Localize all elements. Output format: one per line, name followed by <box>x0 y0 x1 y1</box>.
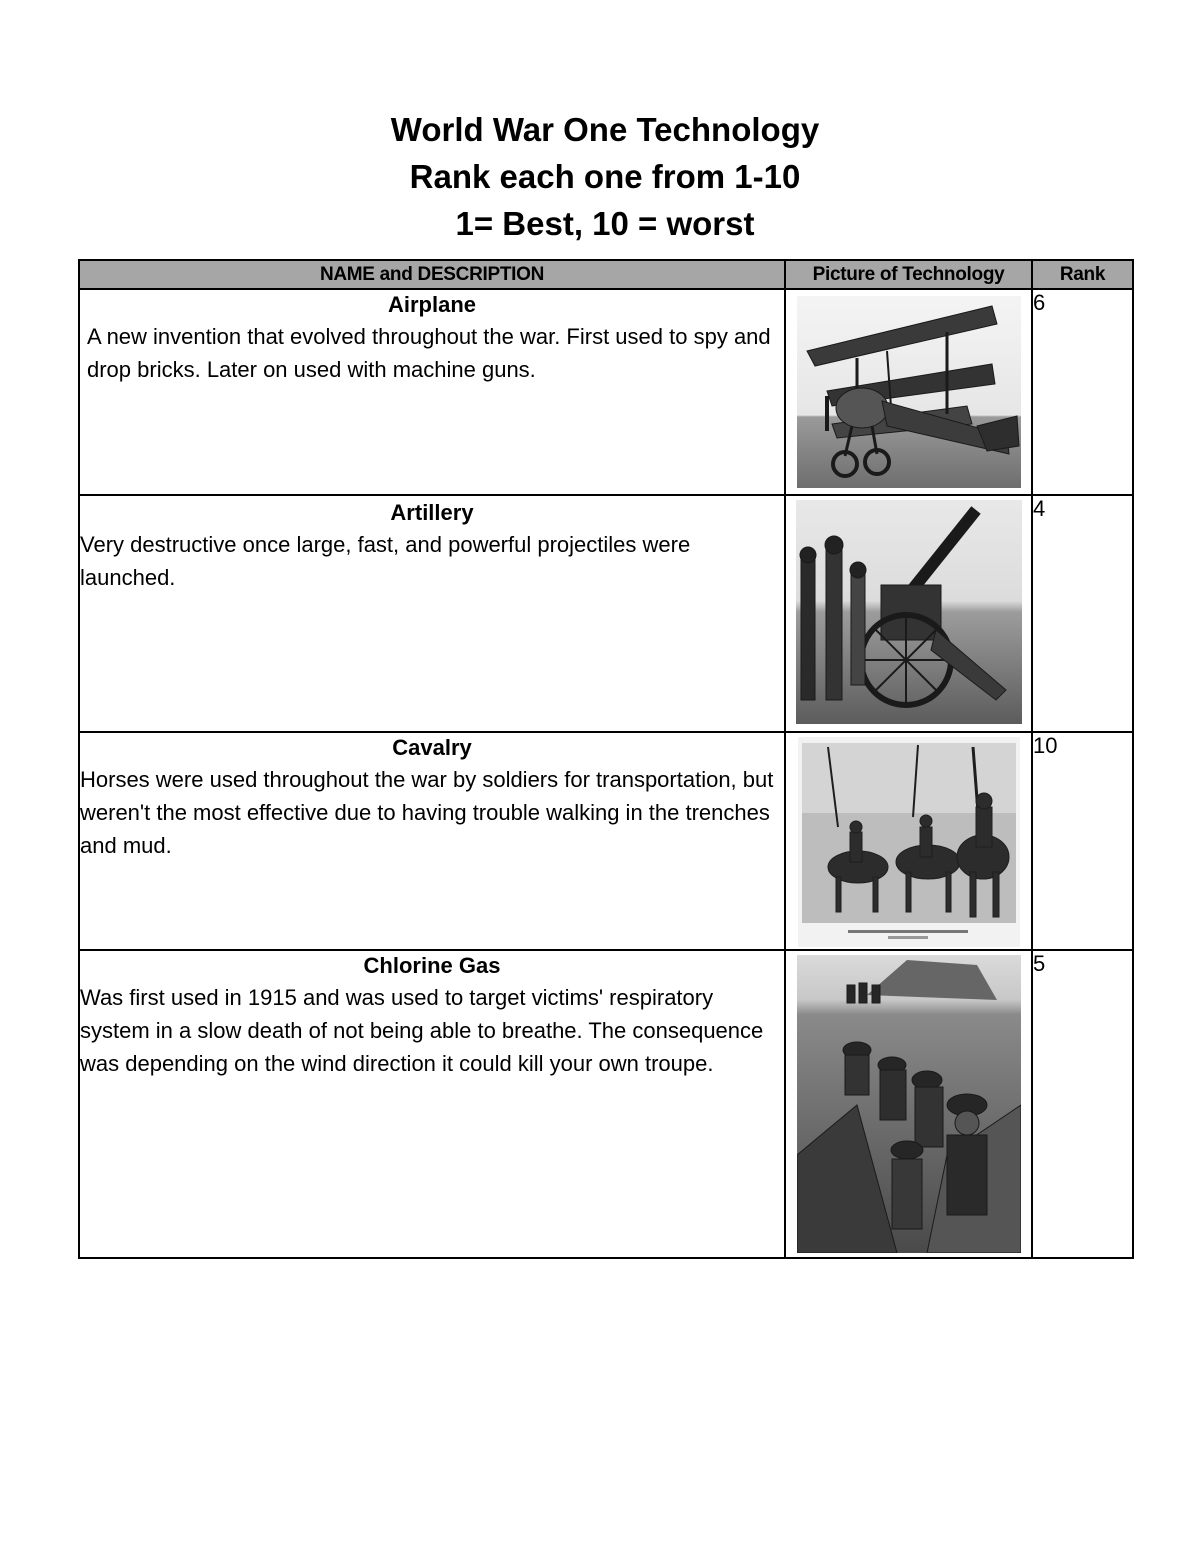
title-line-3: 1= Best, 10 = worst <box>455 205 755 242</box>
tech-name: Airplane <box>387 292 477 317</box>
table-row <box>79 732 1133 950</box>
picture-cell <box>785 289 1032 495</box>
tech-description: Very destructive once large, fast, and powerful projectiles were launched. <box>80 532 691 590</box>
tech-description: A new invention that evolved throughout the war. First used to spy and drop bricks. Later on used with machine guns. <box>87 324 771 382</box>
biplane-photo <box>797 296 1021 488</box>
picture-cell <box>785 950 1032 1258</box>
tech-name: Cavalry <box>392 735 472 760</box>
table-row <box>79 950 1133 1258</box>
description-cell <box>79 950 785 1258</box>
gas-mask-trench-photo <box>797 955 1021 1253</box>
rank-cell: 10 <box>1032 732 1133 950</box>
header-picture: Picture of Technology <box>785 260 1032 289</box>
table-header-row <box>79 260 1133 289</box>
table-row <box>79 495 1133 732</box>
tech-description: Horses were used throughout the war by soldiers for transportation, but weren't the most effective due to having trouble walking in the trenches and mud. <box>80 767 774 858</box>
technology-table <box>78 259 1134 1259</box>
tech-name: Chlorine Gas <box>363 953 501 978</box>
description-cell <box>79 495 785 732</box>
description-cell <box>79 732 785 950</box>
title-line-2: Rank each one from 1-10 <box>409 158 801 195</box>
rank-cell: 5 <box>1032 950 1133 1258</box>
title-line-1: World War One Technology <box>390 111 820 148</box>
tech-description: Was first used in 1915 and was used to target victims' respiratory system in a slow death of not being able to breathe. The consequence was depending on the wind direction it could kill your own troupe. <box>80 985 764 1076</box>
mounted-soldiers-photo <box>798 737 1020 947</box>
page-title <box>0 106 1200 247</box>
table-row <box>79 289 1133 495</box>
tech-name: Artillery <box>390 500 474 525</box>
rank-cell: 4 <box>1032 495 1133 732</box>
header-name-description: NAME and DESCRIPTION <box>79 260 785 289</box>
field-gun-photo <box>796 500 1022 724</box>
header-rank: Rank <box>1032 260 1133 289</box>
rank-cell: 6 <box>1032 289 1133 495</box>
description-cell <box>79 289 785 495</box>
picture-cell <box>785 732 1032 950</box>
picture-cell <box>785 495 1032 732</box>
